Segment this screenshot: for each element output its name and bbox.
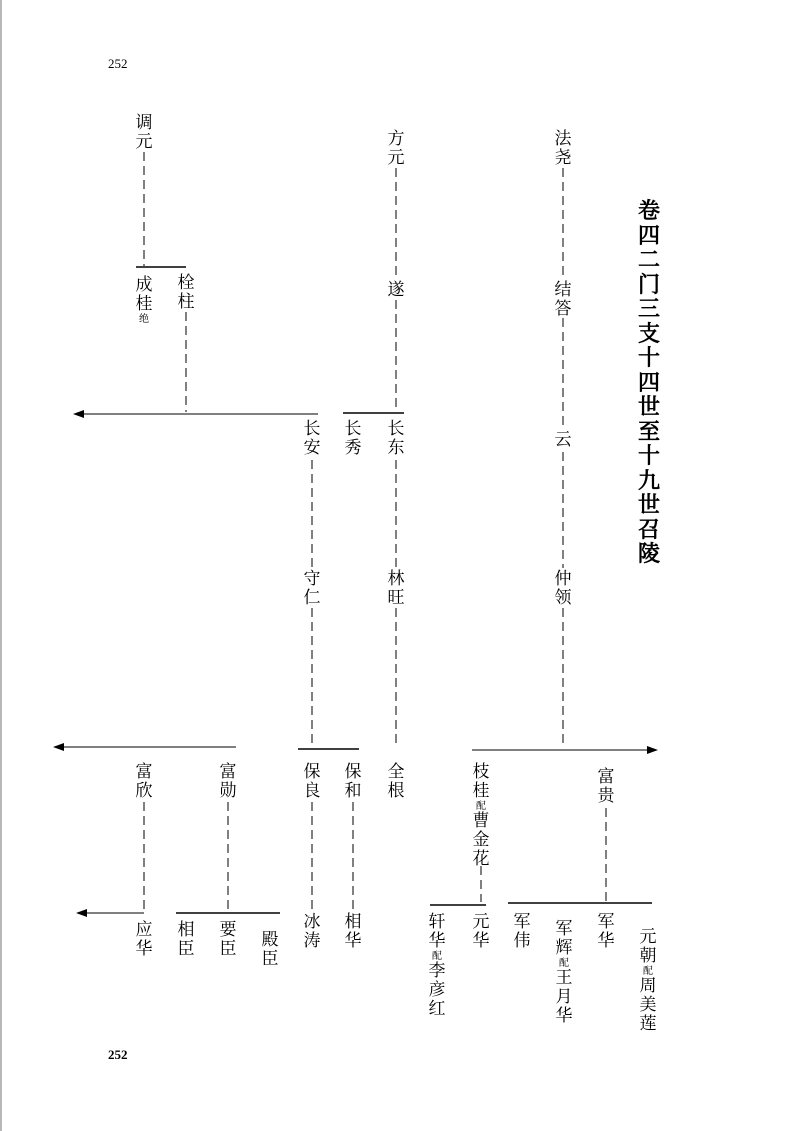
person-shuan-zhu: 栓柱 xyxy=(177,273,195,312)
person-cheng-gui xyxy=(134,276,154,325)
person-fu-xin: 富欣 xyxy=(135,762,153,801)
person-yun: 云 xyxy=(554,430,572,450)
person-jun-hui xyxy=(554,920,574,1026)
person-yuan-chao xyxy=(638,928,658,1034)
person-yuan-chao-spouse: 周美莲 xyxy=(639,976,657,1034)
person-shou-ren: 守仁 xyxy=(303,569,321,608)
person-zhi-gui-spouse: 曹金花 xyxy=(472,811,490,869)
person-jun-hua: 军华 xyxy=(597,912,615,951)
person-cheng-gui-name: 成桂 xyxy=(135,275,153,314)
spouse-marker: 配 xyxy=(559,958,569,969)
person-jie-da: 结答 xyxy=(554,280,572,319)
person-xiang-chen: 相臣 xyxy=(177,920,195,959)
person-xuan-hua-name: 轩华 xyxy=(428,912,446,951)
person-yuan-chao-name: 元朝 xyxy=(639,927,657,966)
person-yao-chen: 要臣 xyxy=(219,920,237,959)
person-xuan-hua-spouse: 李彦红 xyxy=(428,961,446,1019)
person-chang-an: 长安 xyxy=(303,419,321,458)
page-title: 卷四 二门 三支 十四世至十九世 召陵 xyxy=(637,199,660,567)
page-number-bottom: 252 xyxy=(108,1047,128,1062)
person-fu-xun: 富勋 xyxy=(219,762,237,801)
person-cheng-gui-note: 绝 xyxy=(139,314,149,325)
person-zhi-gui-name: 枝桂 xyxy=(472,762,490,801)
person-sui: 遂 xyxy=(387,280,405,300)
person-xiang-hua: 相华 xyxy=(344,912,362,951)
person-dian-chen: 殿臣 xyxy=(261,930,279,969)
person-fu-gui: 富贵 xyxy=(597,767,615,806)
person-jun-hui-spouse: 王月华 xyxy=(555,968,573,1026)
person-chang-dong: 长东 xyxy=(387,419,405,458)
person-tiao-yuan: 调元 xyxy=(135,113,153,152)
spouse-marker: 配 xyxy=(643,966,653,977)
person-bao-he: 保和 xyxy=(344,762,362,801)
person-bao-liang: 保良 xyxy=(303,762,321,801)
person-jun-wei: 军伟 xyxy=(513,912,531,951)
person-fang-yuan: 方元 xyxy=(387,129,405,168)
person-bing-tao: 冰涛 xyxy=(303,912,321,951)
spouse-marker: 配 xyxy=(432,951,442,962)
person-zhi-gui xyxy=(471,763,491,869)
person-jun-hui-name: 军辉 xyxy=(555,919,573,958)
person-quan-gen: 全根 xyxy=(387,762,405,801)
person-ying-hua: 应华 xyxy=(135,920,153,959)
person-zhong-ling: 仲领 xyxy=(554,569,572,608)
spouse-marker: 配 xyxy=(476,801,486,812)
person-yuan-hua: 元华 xyxy=(472,912,490,951)
person-xuan-hua xyxy=(427,913,447,1019)
person-lin-wang: 林旺 xyxy=(387,569,405,608)
page-number-top: 252 xyxy=(108,56,128,71)
person-fa-yao: 法尧 xyxy=(554,129,572,168)
person-chang-xiu: 长秀 xyxy=(344,419,362,458)
